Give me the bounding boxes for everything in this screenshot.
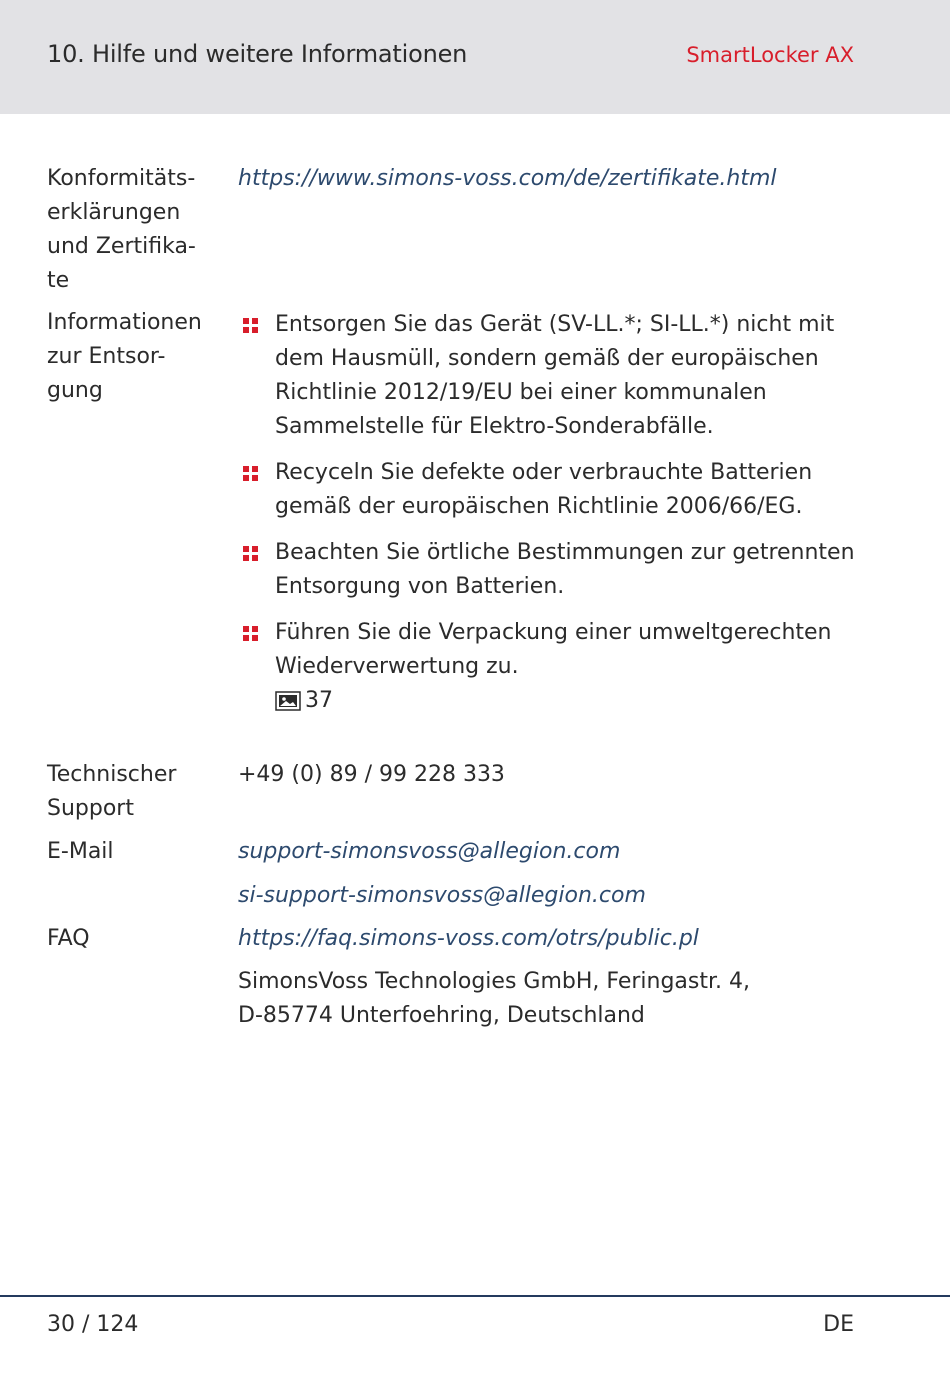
figure-number: 37 xyxy=(305,688,333,713)
support-phone: +49 (0) 89 / 99 228 333 xyxy=(238,762,505,787)
email-link-support[interactable]: support-simonsvoss@allegion.com xyxy=(238,839,621,864)
figure-reference[interactable] xyxy=(275,684,333,718)
list-item xyxy=(240,616,880,722)
footer-divider xyxy=(0,1295,950,1297)
email-link-si-support[interactable]: si-support-simonsvoss@allegion.com xyxy=(238,883,646,908)
list-item-text: Beachten Sie örtliche Bestimmungen zur getrennten Entsorgung von Batterien. xyxy=(275,540,855,599)
faq-link[interactable]: https://faq.simons-voss.com/otrs/public.pl xyxy=(238,926,699,951)
language-code: DE xyxy=(823,1312,854,1337)
page-number: 30 / 124 xyxy=(47,1312,139,1337)
list-item xyxy=(240,536,880,604)
list-item xyxy=(240,308,880,444)
conformity-label: Konformitäts- erklärungen und Zertifika- te xyxy=(47,166,196,293)
list-item-text: Recyceln Sie defekte oder verbrauchte Batterien gemäß der europäischen Richtlinie 2006/66/EG. xyxy=(275,460,813,519)
company-address-line1: SimonsVoss Technologies GmbH, Feringastr. 4, xyxy=(238,969,751,994)
disposal-list xyxy=(240,308,880,722)
section-title: 10. Hilfe und weitere Informationen xyxy=(47,40,468,68)
list-item xyxy=(240,456,880,524)
faq-label: FAQ xyxy=(47,926,90,951)
list-item-text: Führen Sie die Verpackung einer umweltgerechten Wiederverwertung zu. xyxy=(275,620,832,679)
image-icon xyxy=(275,691,301,711)
product-name: SmartLocker AX xyxy=(686,43,854,67)
company-address-line2: D-85774 Unterfoehring, Deutschland xyxy=(238,1003,645,1028)
certificates-link[interactable]: https://www.simons-voss.com/de/zertifikate.html xyxy=(238,166,777,191)
support-label: Technischer Support xyxy=(47,762,177,821)
page-header xyxy=(0,0,950,114)
bullet-icon xyxy=(243,626,259,642)
bullet-icon xyxy=(243,466,259,482)
bullet-icon xyxy=(243,546,259,562)
list-item-text: Entsorgen Sie das Gerät (SV-LL.*; SI-LL.*) nicht mit dem Hausmüll, sondern gemäß der europäischen Richtlinie 2012/19/EU bei einer kommunalen Sammelstelle für Elektro-Sonderabfälle. xyxy=(275,312,835,439)
disposal-label: Informationen zur Entsor- gung xyxy=(47,310,202,403)
email-label: E-Mail xyxy=(47,839,114,864)
bullet-icon xyxy=(243,318,259,334)
